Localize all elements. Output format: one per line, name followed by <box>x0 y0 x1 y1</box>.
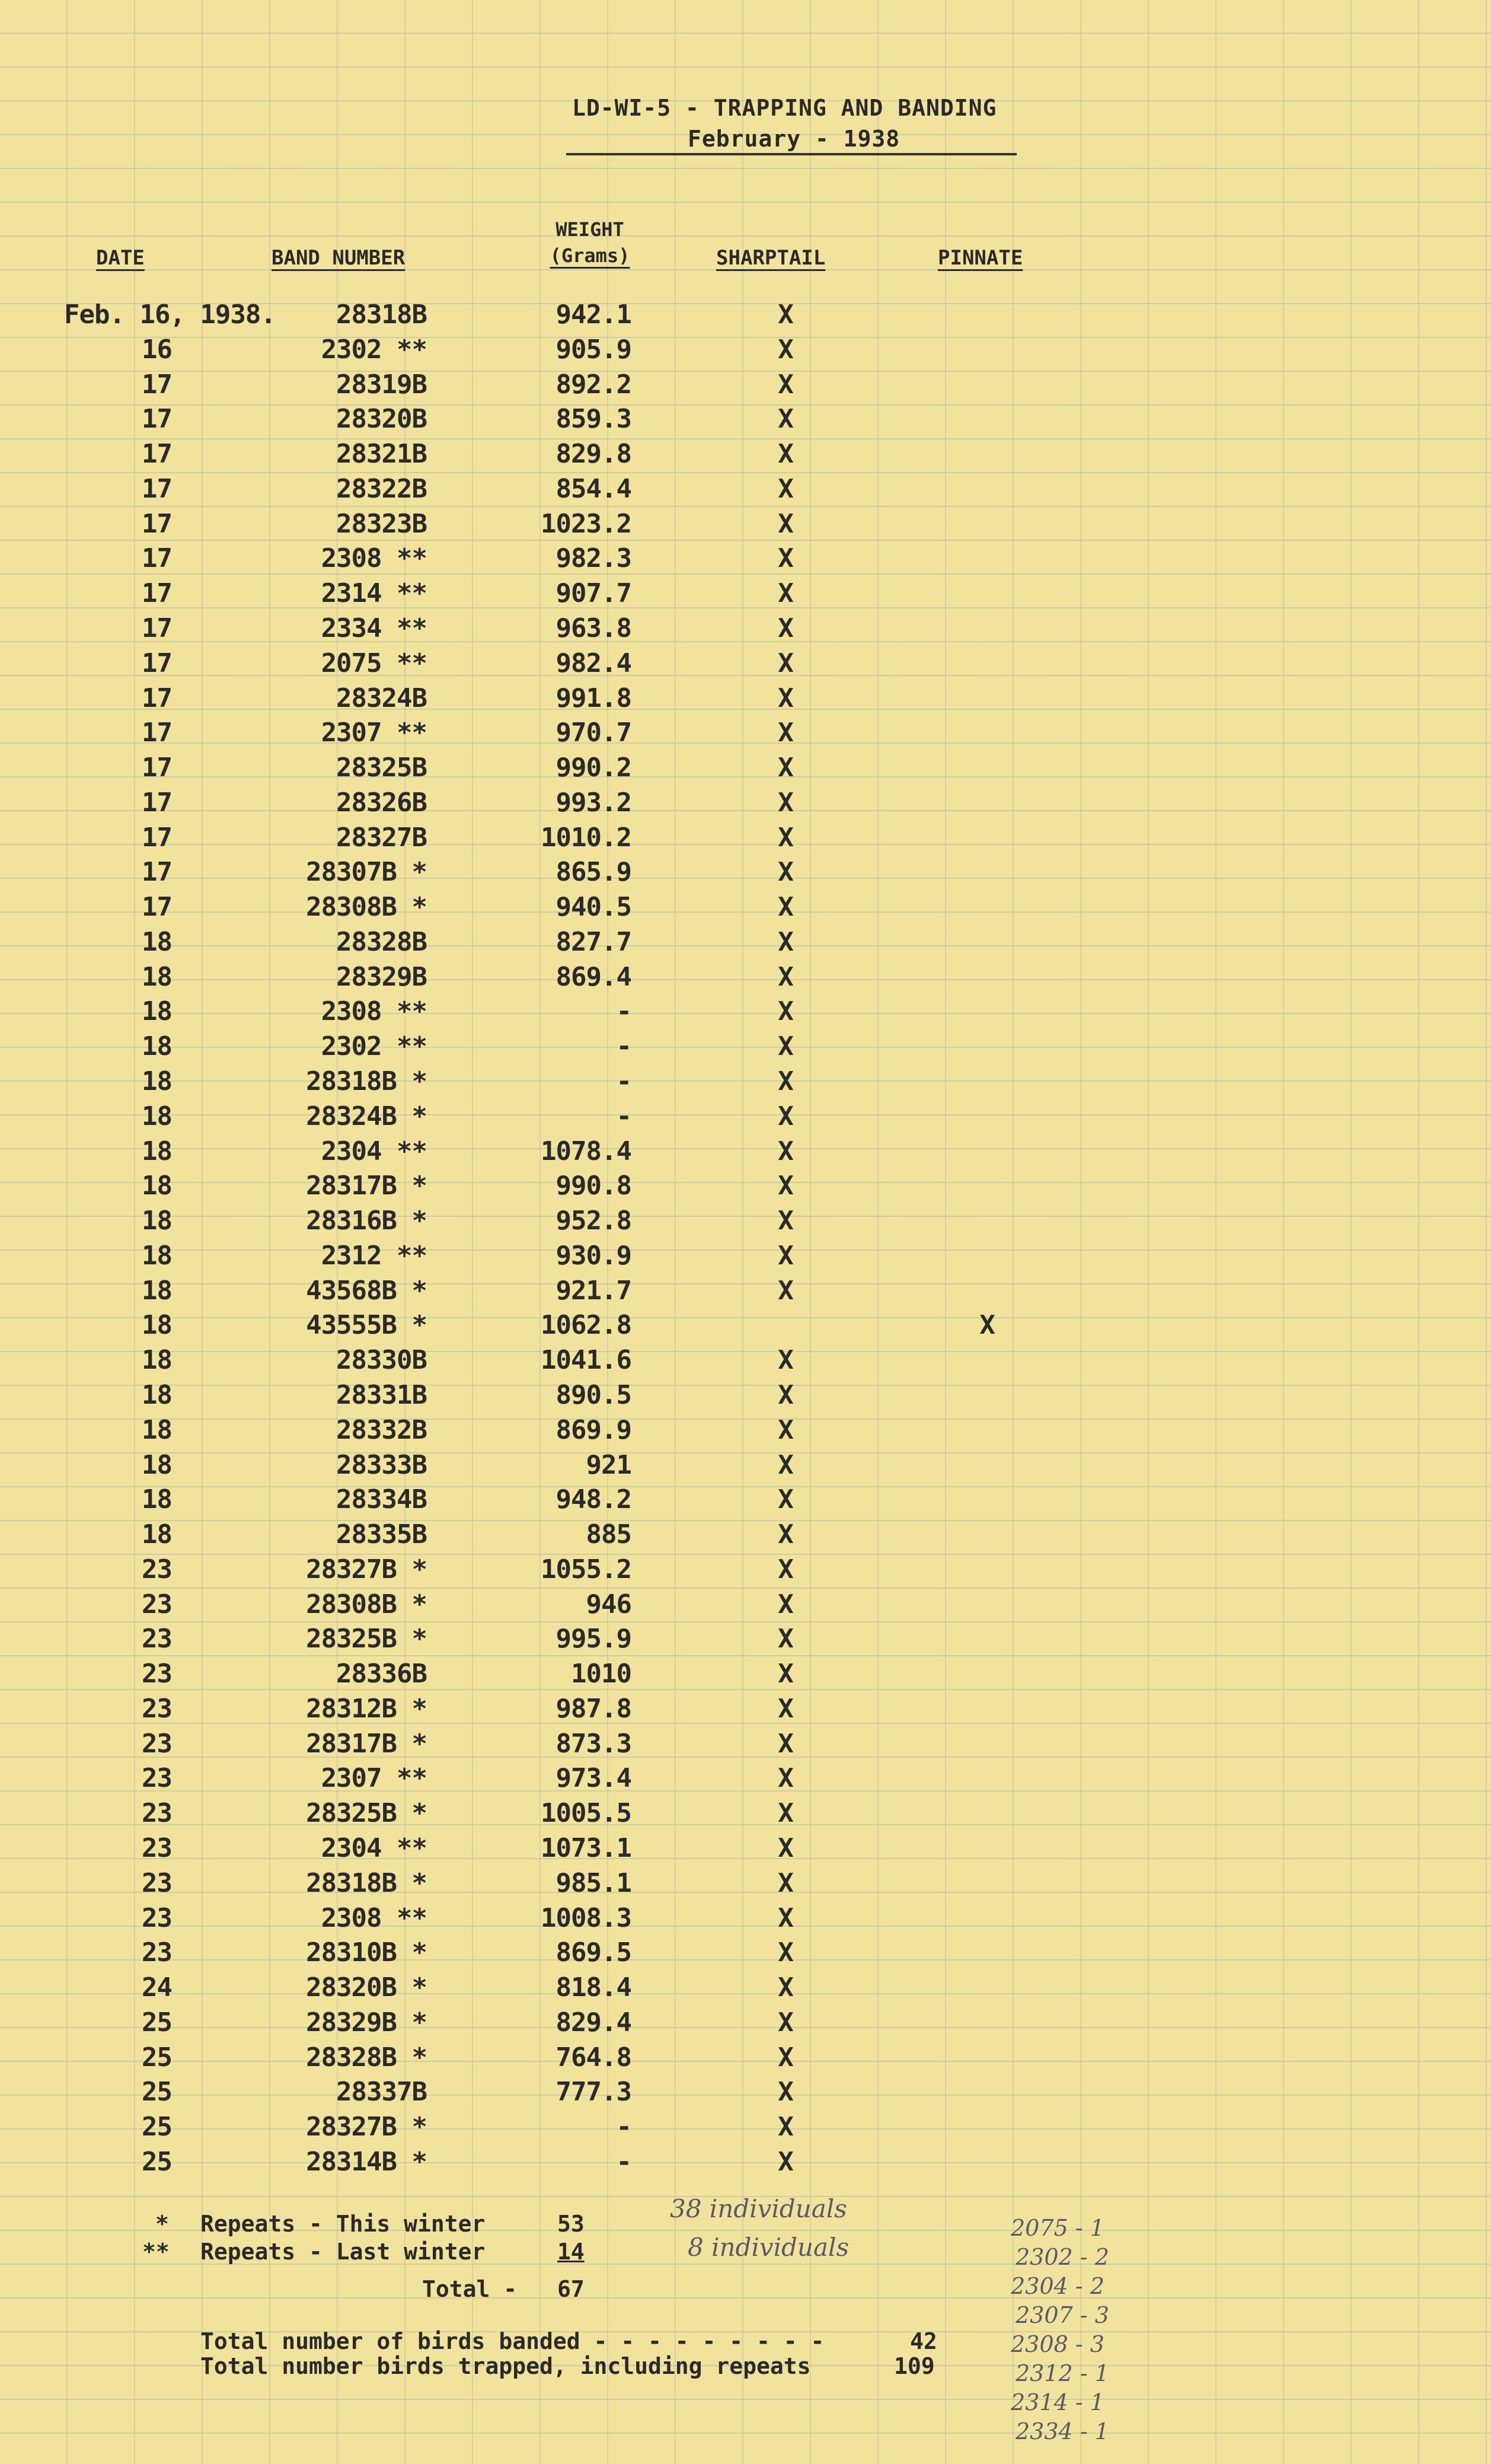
row-weight: 921 <box>586 1449 631 1480</box>
row-weight: 1062.8 <box>541 1310 631 1341</box>
row-band-number: 28330B <box>336 1345 427 1376</box>
row-date: 18 <box>142 1066 172 1097</box>
row-weight: 948.2 <box>555 1484 631 1515</box>
row-band-number: 28327B * <box>306 2112 427 2143</box>
row-date: 18 <box>142 1136 172 1166</box>
row-date: 18 <box>142 1484 172 1515</box>
row-date: 23 <box>142 1867 172 1898</box>
row-band-number: 28335B <box>336 1519 427 1550</box>
tally-entry: 2302 - 2 <box>1016 2244 1109 2270</box>
row-band-number: 28333B <box>336 1449 427 1480</box>
row-sharptail-mark: X <box>778 1589 793 1620</box>
row-band-number: 28331B <box>336 1379 427 1410</box>
header-sharptail: SHARPTAIL <box>716 246 826 270</box>
row-sharptail-mark: X <box>778 1101 793 1131</box>
row-sharptail-mark: X <box>778 2007 793 2038</box>
row-weight: 907.7 <box>555 578 631 609</box>
row-weight: 1041.6 <box>541 1345 631 1376</box>
tally-entry: 2312 - 1 <box>1016 2360 1109 2386</box>
row-sharptail-mark: X <box>778 1414 793 1445</box>
row-weight: 905.9 <box>555 334 631 365</box>
row-date: 18 <box>142 1310 172 1341</box>
row-date: 17 <box>142 892 172 923</box>
last-winter-value: 14 <box>557 2239 585 2265</box>
last-winter-note: 8 individuals <box>688 2233 849 2262</box>
trapped-value: 109 <box>894 2353 935 2379</box>
row-band-number: 28318B * <box>306 1867 427 1898</box>
row-weight: 946 <box>586 1589 631 1620</box>
row-sharptail-mark: X <box>778 1833 793 1864</box>
row-weight: - <box>616 1101 631 1131</box>
row-sharptail-mark: X <box>778 787 793 818</box>
row-date: 18 <box>142 996 172 1027</box>
tally-entry: 2307 - 3 <box>1016 2302 1109 2328</box>
this-winter-value: 53 <box>557 2211 585 2237</box>
row-band-number: 2075 ** <box>321 648 427 678</box>
row-sharptail-mark: X <box>778 334 793 365</box>
row-weight: 1010.2 <box>541 822 631 853</box>
header-band-number: BAND NUMBER <box>272 246 406 270</box>
row-weight: - <box>616 996 631 1027</box>
row-sharptail-mark: X <box>778 613 793 643</box>
row-date: 23 <box>142 1763 172 1794</box>
row-weight: 1023.2 <box>541 508 631 539</box>
row-band-number: 2302 ** <box>321 1031 427 1062</box>
row-band-number: 28322B <box>336 473 427 504</box>
row-date: 17 <box>142 369 172 400</box>
row-weight: 869.5 <box>555 1937 631 1968</box>
row-sharptail-mark: X <box>778 1275 793 1306</box>
row-band-number: 2314 ** <box>321 578 427 609</box>
row-band-number: 28327B * <box>306 1554 427 1585</box>
row-sharptail-mark: X <box>778 2147 793 2177</box>
row-sharptail-mark: X <box>778 404 793 435</box>
row-weight: 829.8 <box>555 439 631 470</box>
row-band-number: 28320B <box>336 404 427 435</box>
row-date: 17 <box>142 578 172 609</box>
row-sharptail-mark: X <box>778 1519 793 1550</box>
row-date: 25 <box>142 2042 172 2073</box>
tally-entry: 2304 - 2 <box>1011 2273 1104 2299</box>
row-band-number: 28321B <box>336 439 427 470</box>
row-sharptail-mark: X <box>778 961 793 992</box>
row-weight: 963.8 <box>555 613 631 643</box>
row-band-number: 2308 ** <box>321 996 427 1027</box>
row-weight: 869.4 <box>555 961 631 992</box>
page-title: LD-WI-5 - TRAPPING AND BANDING <box>572 95 997 121</box>
banded-value: 42 <box>910 2328 937 2354</box>
row-date: 17 <box>142 753 172 783</box>
row-band-number: 28329B <box>336 961 427 992</box>
row-sharptail-mark: X <box>778 299 793 330</box>
row-weight: 859.3 <box>555 404 631 435</box>
row-date: 24 <box>142 1972 172 2003</box>
tally-entry: 2314 - 1 <box>1011 2389 1104 2415</box>
row-sharptail-mark: X <box>778 1031 793 1062</box>
row-band-number: 28328B <box>336 926 427 957</box>
row-band-number: 2312 ** <box>321 1240 427 1271</box>
trapped-label: Total number birds trapped, including repeats <box>200 2353 811 2379</box>
row-date: 18 <box>142 1171 172 1201</box>
row-weight: 1078.4 <box>541 1136 631 1166</box>
row-band-number: 43555B * <box>306 1310 427 1341</box>
row-band-number: 28334B <box>336 1484 427 1515</box>
this-winter-note: 38 individuals <box>670 2194 847 2223</box>
row-date: 25 <box>142 2147 172 2177</box>
row-band-number: 28337B <box>336 2077 427 2108</box>
row-date: 18 <box>142 1449 172 1480</box>
row-date: 18 <box>142 1345 172 1376</box>
row-sharptail-mark: X <box>778 1449 793 1480</box>
row-date: 17 <box>142 613 172 643</box>
total-value: 67 <box>557 2276 585 2302</box>
row-weight: 982.3 <box>555 543 631 574</box>
row-sharptail-mark: X <box>778 1902 793 1933</box>
row-weight: 1008.3 <box>541 1902 631 1933</box>
row-weight: 982.4 <box>555 648 631 678</box>
page-subtitle: February - 1938 <box>688 126 901 152</box>
row-date: 18 <box>142 1031 172 1062</box>
row-weight: 993.2 <box>555 787 631 818</box>
header-weight <box>537 216 643 269</box>
this-winter-marker: * <box>155 2211 169 2237</box>
row-band-number: 28336B <box>336 1659 427 1690</box>
row-date: 25 <box>142 2007 172 2038</box>
row-date: 17 <box>142 857 172 888</box>
row-date: 17 <box>142 718 172 748</box>
row-sharptail-mark: X <box>778 648 793 678</box>
row-date: 23 <box>142 1554 172 1585</box>
row-sharptail-mark: X <box>778 1379 793 1410</box>
row-date: 23 <box>142 1833 172 1864</box>
row-sharptail-mark: X <box>778 1728 793 1759</box>
row-date: 18 <box>142 926 172 957</box>
row-date: 18 <box>142 1240 172 1271</box>
row-sharptail-mark: X <box>778 683 793 713</box>
row-weight: 827.7 <box>555 926 631 957</box>
row-date: 18 <box>142 961 172 992</box>
row-sharptail-mark: X <box>778 1798 793 1829</box>
row-date: 17 <box>142 439 172 470</box>
row-date: 25 <box>142 2077 172 2108</box>
row-sharptail-mark: X <box>778 1693 793 1724</box>
row-date: 23 <box>142 1728 172 1759</box>
row-weight: - <box>616 1031 631 1062</box>
row-band-number: 28327B <box>336 822 427 853</box>
row-sharptail-mark: X <box>778 996 793 1027</box>
row-band-number: 28318B * <box>306 1066 427 1097</box>
row-band-number: 2308 ** <box>321 543 427 574</box>
row-date: 18 <box>142 1414 172 1445</box>
row-date: 23 <box>142 1589 172 1620</box>
row-weight: 1073.1 <box>541 1833 631 1864</box>
row-date: 25 <box>142 2112 172 2143</box>
row-band-number: 28307B * <box>306 857 427 888</box>
row-band-number: 2308 ** <box>321 1902 427 1933</box>
row-sharptail-mark: X <box>778 753 793 783</box>
row-date: 18 <box>142 1275 172 1306</box>
row-weight: 869.9 <box>555 1414 631 1445</box>
row-date: 23 <box>142 1798 172 1829</box>
row-weight: 764.8 <box>555 2042 631 2073</box>
row-sharptail-mark: X <box>778 508 793 539</box>
row-date: 18 <box>142 1101 172 1131</box>
row-band-number: 28312B * <box>306 1693 427 1724</box>
header-weight-unit: (Grams) <box>550 244 630 267</box>
row-band-number: 28323B <box>336 508 427 539</box>
row-sharptail-mark: X <box>778 822 793 853</box>
banded-label: Total number of birds banded - - - - - - - - - <box>200 2328 825 2354</box>
row-date: 18 <box>142 1519 172 1550</box>
row-date: 23 <box>142 1624 172 1655</box>
title-underline <box>566 153 1017 155</box>
row-weight: 990.2 <box>555 753 631 783</box>
row-sharptail-mark: X <box>778 2077 793 2108</box>
row-weight: - <box>616 2147 631 2177</box>
tally-entry: 2075 - 1 <box>1011 2215 1104 2241</box>
row-date: 18 <box>142 1379 172 1410</box>
row-sharptail-mark: X <box>778 1066 793 1097</box>
row-sharptail-mark: X <box>778 1554 793 1585</box>
row-sharptail-mark: X <box>778 1240 793 1271</box>
last-winter-label: Repeats - Last winter <box>200 2239 486 2265</box>
row-band-number: 28324B <box>336 683 427 713</box>
row-weight: 987.8 <box>555 1693 631 1724</box>
row-sharptail-mark: X <box>778 543 793 574</box>
row-date: 23 <box>142 1937 172 1968</box>
row-weight: - <box>616 2112 631 2143</box>
row-weight: 892.2 <box>555 369 631 400</box>
row-band-number: 28324B * <box>306 1101 427 1131</box>
row-date: 18 <box>142 1206 172 1236</box>
row-sharptail-mark: X <box>778 857 793 888</box>
row-band-number: 28326B <box>336 787 427 818</box>
row-sharptail-mark: X <box>778 439 793 470</box>
row-sharptail-mark: X <box>778 892 793 923</box>
row-weight: 873.3 <box>555 1728 631 1759</box>
row-sharptail-mark: X <box>778 1867 793 1898</box>
row-weight: 930.9 <box>555 1240 631 1271</box>
row-band-number: 28325B <box>336 753 427 783</box>
row-band-number: 28317B * <box>306 1171 427 1201</box>
row-weight: 942.1 <box>555 299 631 330</box>
row-weight: 991.8 <box>555 683 631 713</box>
row-date: 17 <box>142 543 172 574</box>
row-date: 17 <box>142 683 172 713</box>
row-date: 23 <box>142 1659 172 1690</box>
row-weight: 1055.2 <box>541 1554 631 1585</box>
row-band-number: 28310B * <box>306 1937 427 1968</box>
row-band-number: 2304 ** <box>321 1833 427 1864</box>
row-date: 17 <box>142 404 172 435</box>
row-pinnate-mark: X <box>979 1310 995 1341</box>
row-band-number: 28317B * <box>306 1728 427 1759</box>
row-sharptail-mark: X <box>778 1206 793 1236</box>
row-sharptail-mark: X <box>778 1763 793 1794</box>
row-sharptail-mark: X <box>778 2042 793 2073</box>
row-band-number: 28328B * <box>306 2042 427 2073</box>
row-band-number: 43568B * <box>306 1275 427 1306</box>
tally-entry: 2308 - 3 <box>1011 2331 1104 2357</box>
row-weight: 970.7 <box>555 718 631 748</box>
header-pinnate: PINNATE <box>938 246 1023 270</box>
row-band-number: 28325B * <box>306 1798 427 1829</box>
row-band-number: 2334 ** <box>321 613 427 643</box>
row-weight: 890.5 <box>555 1379 631 1410</box>
row-sharptail-mark: X <box>778 1484 793 1515</box>
row-sharptail-mark: X <box>778 1624 793 1655</box>
row-band-number: 2307 ** <box>321 1763 427 1794</box>
row-band-number: 28316B * <box>306 1206 427 1236</box>
row-date: 17 <box>142 787 172 818</box>
row-date: 16 <box>142 334 172 365</box>
row-date: 17 <box>142 822 172 853</box>
row-date: 17 <box>142 648 172 678</box>
row-date: 23 <box>142 1902 172 1933</box>
row-sharptail-mark: X <box>778 473 793 504</box>
row-weight: 865.9 <box>555 857 631 888</box>
this-winter-label: Repeats - This winter <box>200 2211 486 2237</box>
row-sharptail-mark: X <box>778 2112 793 2143</box>
row-sharptail-mark: X <box>778 1659 793 1690</box>
row-band-number: 28314B * <box>306 2147 427 2177</box>
row-weight: 829.4 <box>555 2007 631 2038</box>
row-weight: 885 <box>586 1519 631 1550</box>
row-weight: 818.4 <box>555 1972 631 2003</box>
row-weight: 985.1 <box>555 1867 631 1898</box>
row-date: Feb. 16, 1938. <box>64 299 276 330</box>
row-sharptail-mark: X <box>778 578 793 609</box>
row-sharptail-mark: X <box>778 369 793 400</box>
row-band-number: 2304 ** <box>321 1136 427 1166</box>
row-weight: - <box>616 1066 631 1097</box>
row-date: 17 <box>142 473 172 504</box>
row-sharptail-mark: X <box>778 1972 793 2003</box>
row-band-number: 28318B <box>336 299 427 330</box>
row-sharptail-mark: X <box>778 718 793 748</box>
row-band-number: 28329B * <box>306 2007 427 2038</box>
total-label: Total - <box>422 2276 518 2302</box>
row-sharptail-mark: X <box>778 1136 793 1166</box>
row-weight: 777.3 <box>555 2077 631 2108</box>
row-weight: 921.7 <box>555 1275 631 1306</box>
header-date: DATE <box>96 246 145 270</box>
row-sharptail-mark: X <box>778 1937 793 1968</box>
row-date: 23 <box>142 1693 172 1724</box>
row-weight: 1005.5 <box>541 1798 631 1829</box>
row-sharptail-mark: X <box>778 926 793 957</box>
row-weight: 952.8 <box>555 1206 631 1236</box>
row-band-number: 28320B * <box>306 1972 427 2003</box>
row-band-number: 28308B * <box>306 1589 427 1620</box>
row-band-number: 28319B <box>336 369 427 400</box>
row-weight: 995.9 <box>555 1624 631 1655</box>
row-band-number: 28325B * <box>306 1624 427 1655</box>
row-weight: 1010 <box>571 1659 631 1690</box>
row-date: 17 <box>142 508 172 539</box>
row-band-number: 28332B <box>336 1414 427 1445</box>
row-band-number: 2307 ** <box>321 718 427 748</box>
row-weight: 854.4 <box>555 473 631 504</box>
last-winter-marker: ** <box>142 2239 170 2265</box>
row-weight: 990.8 <box>555 1171 631 1201</box>
row-weight: 973.4 <box>555 1763 631 1794</box>
row-band-number: 2302 ** <box>321 334 427 365</box>
header-weight-label: WEIGHT <box>555 218 624 241</box>
row-weight: 940.5 <box>555 892 631 923</box>
row-sharptail-mark: X <box>778 1345 793 1376</box>
tally-entry: 2334 - 1 <box>1016 2418 1109 2444</box>
row-sharptail-mark: X <box>778 1171 793 1201</box>
row-band-number: 28308B * <box>306 892 427 923</box>
